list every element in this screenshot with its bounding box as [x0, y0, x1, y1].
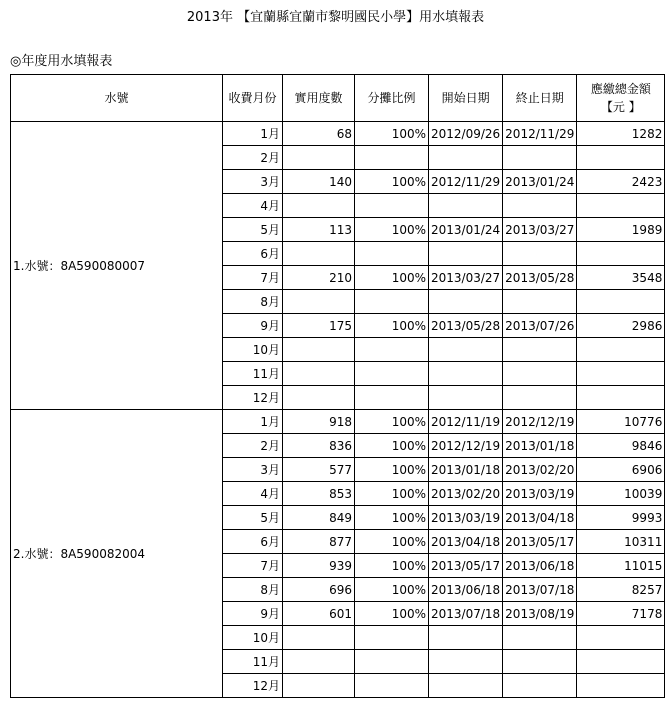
start-date-cell: 2013/02/20 — [429, 482, 503, 506]
month-cell: 12月 — [223, 674, 283, 698]
header-ratio: 分攤比例 — [355, 75, 429, 122]
ratio-cell: 100% — [355, 410, 429, 434]
end-date-cell: 2012/12/19 — [503, 410, 577, 434]
end-date-cell: 2013/07/18 — [503, 578, 577, 602]
header-start-date: 開始日期 — [429, 75, 503, 122]
end-date-cell: 2013/07/26 — [503, 314, 577, 338]
end-date-cell — [503, 362, 577, 386]
usage-cell: 939 — [283, 554, 355, 578]
usage-cell — [283, 194, 355, 218]
water-usage-table — [10, 74, 665, 698]
usage-cell: 849 — [283, 506, 355, 530]
usage-cell: 210 — [283, 266, 355, 290]
end-date-cell — [503, 194, 577, 218]
usage-cell — [283, 290, 355, 314]
start-date-cell: 2013/05/28 — [429, 314, 503, 338]
amount-cell — [577, 650, 665, 674]
usage-cell: 918 — [283, 410, 355, 434]
month-cell: 2月 — [223, 434, 283, 458]
ratio-cell — [355, 242, 429, 266]
amount-cell: 2986 — [577, 314, 665, 338]
month-cell: 7月 — [223, 266, 283, 290]
usage-cell: 877 — [283, 530, 355, 554]
usage-cell: 140 — [283, 170, 355, 194]
usage-cell — [283, 146, 355, 170]
start-date-cell — [429, 146, 503, 170]
amount-cell — [577, 362, 665, 386]
month-cell: 7月 — [223, 554, 283, 578]
month-cell: 1月 — [223, 122, 283, 146]
header-amount-line2: 【元 】 — [600, 100, 641, 114]
start-date-cell: 2013/07/18 — [429, 602, 503, 626]
amount-cell — [577, 290, 665, 314]
amount-cell: 10776 — [577, 410, 665, 434]
amount-cell: 8257 — [577, 578, 665, 602]
month-cell: 6月 — [223, 242, 283, 266]
usage-cell: 696 — [283, 578, 355, 602]
start-date-cell: 2013/05/17 — [429, 554, 503, 578]
ratio-cell: 100% — [355, 266, 429, 290]
end-date-cell: 2013/05/17 — [503, 530, 577, 554]
usage-cell — [283, 650, 355, 674]
start-date-cell: 2012/11/29 — [429, 170, 503, 194]
usage-cell: 113 — [283, 218, 355, 242]
month-cell: 4月 — [223, 194, 283, 218]
month-cell: 10月 — [223, 626, 283, 650]
ratio-cell: 100% — [355, 314, 429, 338]
start-date-cell — [429, 290, 503, 314]
amount-cell: 7178 — [577, 602, 665, 626]
ratio-cell: 100% — [355, 482, 429, 506]
start-date-cell — [429, 362, 503, 386]
start-date-cell: 2013/03/19 — [429, 506, 503, 530]
end-date-cell: 2013/01/18 — [503, 434, 577, 458]
start-date-cell — [429, 626, 503, 650]
ratio-cell: 100% — [355, 602, 429, 626]
usage-cell: 175 — [283, 314, 355, 338]
table-header-row — [11, 75, 665, 122]
usage-cell: 601 — [283, 602, 355, 626]
meter-label: 1.水號：8A590080007 — [11, 122, 223, 410]
ratio-cell — [355, 650, 429, 674]
amount-cell — [577, 338, 665, 362]
usage-cell — [283, 338, 355, 362]
end-date-cell: 2012/11/29 — [503, 122, 577, 146]
ratio-cell — [355, 626, 429, 650]
month-cell: 9月 — [223, 314, 283, 338]
ratio-cell: 100% — [355, 530, 429, 554]
month-cell: 5月 — [223, 218, 283, 242]
end-date-cell — [503, 386, 577, 410]
start-date-cell — [429, 674, 503, 698]
ratio-cell: 100% — [355, 122, 429, 146]
month-cell: 10月 — [223, 338, 283, 362]
amount-cell: 6906 — [577, 458, 665, 482]
amount-cell: 2423 — [577, 170, 665, 194]
table-row — [11, 122, 665, 146]
ratio-cell: 100% — [355, 506, 429, 530]
month-cell: 12月 — [223, 386, 283, 410]
amount-cell — [577, 674, 665, 698]
month-cell: 11月 — [223, 650, 283, 674]
end-date-cell: 2013/04/18 — [503, 506, 577, 530]
end-date-cell: 2013/01/24 — [503, 170, 577, 194]
usage-cell: 68 — [283, 122, 355, 146]
end-date-cell — [503, 626, 577, 650]
end-date-cell: 2013/02/20 — [503, 458, 577, 482]
usage-cell — [283, 626, 355, 650]
end-date-cell — [503, 242, 577, 266]
amount-cell: 1989 — [577, 218, 665, 242]
end-date-cell — [503, 338, 577, 362]
amount-cell — [577, 146, 665, 170]
end-date-cell: 2013/03/27 — [503, 218, 577, 242]
ratio-cell — [355, 386, 429, 410]
ratio-cell — [355, 338, 429, 362]
month-cell: 2月 — [223, 146, 283, 170]
usage-cell: 577 — [283, 458, 355, 482]
month-cell: 9月 — [223, 602, 283, 626]
end-date-cell — [503, 674, 577, 698]
amount-cell — [577, 386, 665, 410]
section-subtitle: ◎年度用水填報表 — [10, 54, 113, 69]
start-date-cell: 2013/01/18 — [429, 458, 503, 482]
month-cell: 6月 — [223, 530, 283, 554]
ratio-cell: 100% — [355, 218, 429, 242]
end-date-cell: 2013/03/19 — [503, 482, 577, 506]
start-date-cell: 2013/01/24 — [429, 218, 503, 242]
page-title: 2013年 【宜蘭縣宜蘭市黎明國民小學】用水填報表 — [186, 10, 485, 25]
amount-cell — [577, 194, 665, 218]
end-date-cell — [503, 290, 577, 314]
ratio-cell — [355, 362, 429, 386]
header-amount-line1: 應繳總金額 — [590, 82, 651, 96]
month-cell: 5月 — [223, 506, 283, 530]
month-cell: 3月 — [223, 170, 283, 194]
ratio-cell — [355, 146, 429, 170]
usage-cell: 836 — [283, 434, 355, 458]
header-usage: 實用度數 — [283, 75, 355, 122]
amount-cell: 10311 — [577, 530, 665, 554]
month-cell: 8月 — [223, 290, 283, 314]
month-cell: 4月 — [223, 482, 283, 506]
amount-cell: 3548 — [577, 266, 665, 290]
header-month: 收費月份 — [223, 75, 283, 122]
month-cell: 8月 — [223, 578, 283, 602]
ratio-cell: 100% — [355, 458, 429, 482]
ratio-cell — [355, 290, 429, 314]
usage-cell — [283, 242, 355, 266]
end-date-cell — [503, 650, 577, 674]
start-date-cell — [429, 194, 503, 218]
table-row — [11, 410, 665, 434]
start-date-cell — [429, 338, 503, 362]
end-date-cell: 2013/06/18 — [503, 554, 577, 578]
table-body — [11, 122, 665, 698]
meter-label: 2.水號：8A590082004 — [11, 410, 223, 698]
end-date-cell — [503, 146, 577, 170]
end-date-cell: 2013/08/19 — [503, 602, 577, 626]
month-cell: 1月 — [223, 410, 283, 434]
amount-cell: 9993 — [577, 506, 665, 530]
start-date-cell — [429, 242, 503, 266]
header-amount — [577, 75, 665, 122]
month-cell: 3月 — [223, 458, 283, 482]
start-date-cell: 2013/04/18 — [429, 530, 503, 554]
month-cell: 11月 — [223, 362, 283, 386]
header-end-date: 終止日期 — [503, 75, 577, 122]
usage-cell: 853 — [283, 482, 355, 506]
amount-cell: 1282 — [577, 122, 665, 146]
start-date-cell: 2013/03/27 — [429, 266, 503, 290]
header-meter: 水號 — [11, 75, 223, 122]
ratio-cell: 100% — [355, 578, 429, 602]
end-date-cell: 2013/05/28 — [503, 266, 577, 290]
ratio-cell — [355, 674, 429, 698]
amount-cell: 11015 — [577, 554, 665, 578]
start-date-cell — [429, 386, 503, 410]
ratio-cell: 100% — [355, 170, 429, 194]
usage-cell — [283, 386, 355, 410]
amount-cell: 9846 — [577, 434, 665, 458]
start-date-cell: 2012/11/19 — [429, 410, 503, 434]
ratio-cell: 100% — [355, 434, 429, 458]
start-date-cell: 2012/12/19 — [429, 434, 503, 458]
amount-cell — [577, 242, 665, 266]
amount-cell — [577, 626, 665, 650]
usage-cell — [283, 674, 355, 698]
start-date-cell — [429, 650, 503, 674]
amount-cell: 10039 — [577, 482, 665, 506]
ratio-cell: 100% — [355, 554, 429, 578]
ratio-cell — [355, 194, 429, 218]
usage-cell — [283, 362, 355, 386]
start-date-cell: 2012/09/26 — [429, 122, 503, 146]
start-date-cell: 2013/06/18 — [429, 578, 503, 602]
